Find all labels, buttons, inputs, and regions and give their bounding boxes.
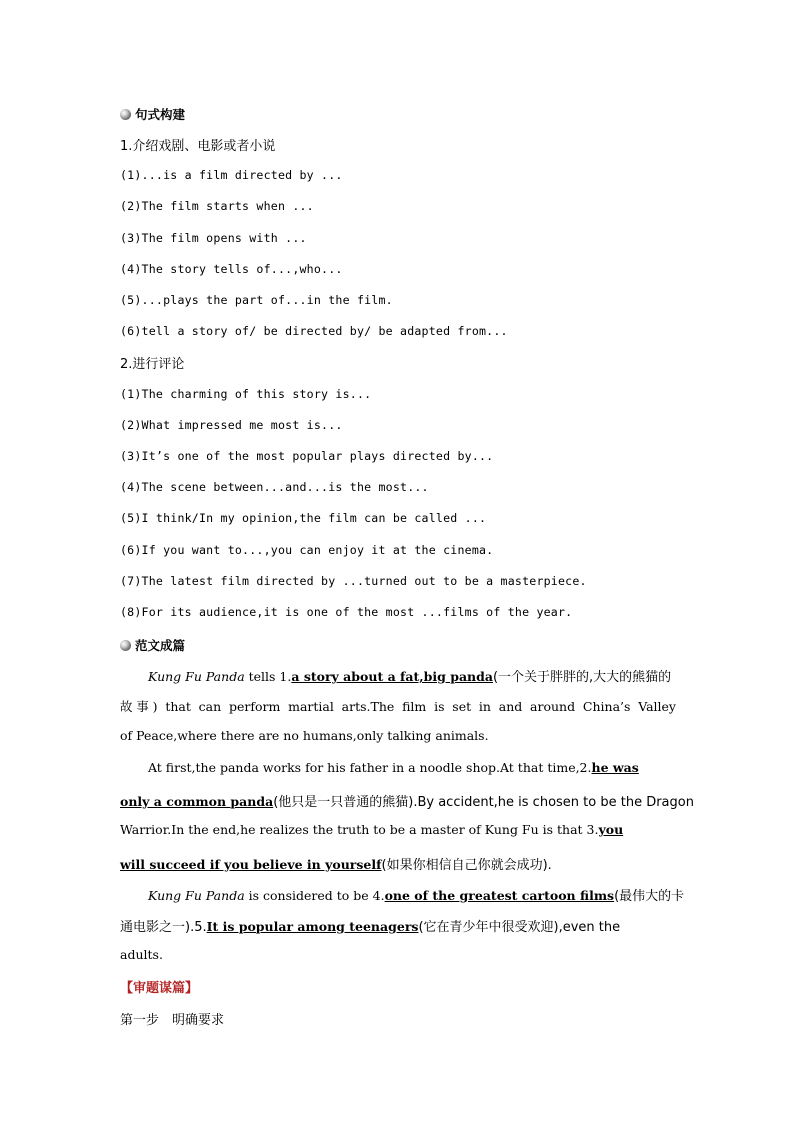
paragraph-line: 故事) that can perform martial arts.The film is set in and around China’s Valley [120,699,676,714]
sentence-item: (5)...plays the part of...in the film. [120,293,393,307]
answer-underlined: It is popular among teenagers [206,919,419,934]
answer-underlined: will succeed if you believe in yourself [120,857,382,872]
text-run: is considered to be 4. [244,888,385,903]
answer-underlined: he was [591,760,639,775]
paragraph-line [120,666,676,685]
bullet-icon [120,109,131,120]
sentence-item: (1)...is a film directed by ... [120,168,343,182]
film-title: Kung Fu Panda [148,888,245,903]
section-heading-analysis: 【审题谋篇】 [120,981,199,996]
sentence-item: (3)It’s one of the most popular plays directed by... [120,449,494,463]
sentence-item: (1)The charming of this story is... [120,387,372,401]
paragraph-line [120,885,685,904]
sentence-item: (5)I think/In my opinion,the film can be called ... [120,511,487,525]
paragraph-line [120,854,676,873]
answer-underlined: only a common panda [120,794,274,809]
paragraph-line [120,822,676,837]
text-run: tells 1. [244,669,292,684]
section-heading-model-essay [120,636,185,654]
text-run: At first,the panda works for his father in a noodle shop.At that time,2. [148,760,592,775]
sentence-item: (4)The scene between...and...is the most... [120,480,429,494]
text-run: 通电影之一).5. [120,920,207,935]
sentence-item: (2)What impressed me most is... [120,418,343,432]
text-run: (最伟大的卡 [614,889,685,904]
section-heading-sentence-building [120,105,185,123]
sentence-item: (3)The film opens with ... [120,231,307,245]
paragraph-line [120,760,676,775]
sentence-item: (4)The story tells of...,who... [120,262,343,276]
step-heading: 第一步 明确要求 [120,1013,225,1028]
answer-underlined: a story about a fat,big panda [291,669,493,684]
film-title: Kung Fu Panda [148,669,245,684]
text-run: (他只是一只普通的熊猫).By accident,he is chosen to be the Dragon [273,795,694,810]
bullet-icon [120,640,131,651]
answer-underlined: you [598,822,624,837]
section-heading-text: 句式构建 [135,107,186,122]
answer-underlined: one of the greatest cartoon films [384,888,615,903]
paragraph-line [120,791,694,810]
text-run: (它在青少年中很受欢迎),even the [418,920,621,935]
paragraph-line: adults. [120,947,163,962]
text-run: Warrior.In the end,he realizes the truth to be a master of Kung Fu is that 3. [120,822,599,837]
section-heading-text: 范文成篇 [135,638,186,653]
group-title-introduce: 1.介绍戏剧、电影或者小说 [120,139,276,154]
paragraph-line [120,916,676,935]
text-run: (一个关于胖胖的,大大的熊猫的 [492,670,672,685]
paragraph-line: of Peace,where there are no humans,only talking animals. [120,728,489,743]
sentence-item: (7)The latest film directed by ...turned out to be a masterpiece. [120,574,587,588]
sentence-item: (2)The film starts when ... [120,199,314,213]
group-title-comment: 2.进行评论 [120,357,185,372]
sentence-item: (6)If you want to...,you can enjoy it at the cinema. [120,543,494,557]
sentence-item: (6)tell a story of/ be directed by/ be adapted from... [120,324,508,338]
text-run: (如果你相信自己你就会成功). [381,858,552,873]
sentence-item: (8)For its audience,it is one of the most ...films of the year. [120,605,573,619]
